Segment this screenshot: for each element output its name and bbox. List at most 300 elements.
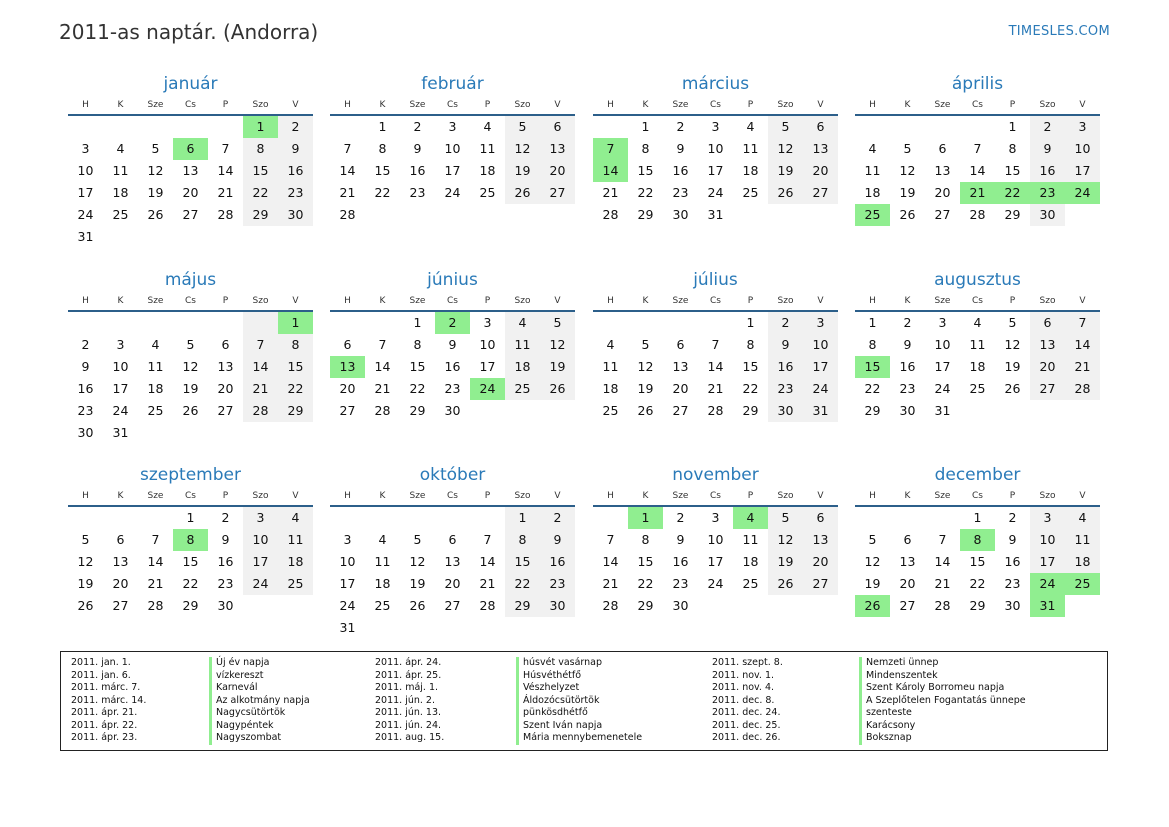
day-cell: 19 <box>637 381 654 396</box>
weekday-label: H <box>82 296 89 306</box>
month-január <box>68 73 313 248</box>
day-cell: 30 <box>278 204 313 226</box>
day-cell: 17 <box>1030 551 1065 573</box>
day-cell: 10 <box>339 554 356 569</box>
day-cell: 19 <box>77 576 94 591</box>
day-cell: 17 <box>444 163 461 178</box>
day-cell: 24 <box>112 403 129 418</box>
legend-date: 2011. ápr. 25. <box>375 669 442 681</box>
day-cell: 18 <box>278 551 313 573</box>
legend-date: 2011. ápr. 22. <box>71 719 138 731</box>
day-cell: 25 <box>479 185 496 200</box>
weekday-label: Cs <box>185 100 196 110</box>
day-cell: 21 <box>147 576 164 591</box>
day-cell: 16 <box>672 163 689 178</box>
legend-holiday-name: húsvét vasárnap <box>516 657 642 670</box>
legend-date: 2011. máj. 1. <box>375 682 439 693</box>
day-cell: 12 <box>147 163 164 178</box>
weekday-label: P <box>1009 100 1016 110</box>
legend-holiday-name: szenteste <box>859 707 1026 720</box>
holiday-day-cell: 2 <box>435 312 470 334</box>
day-cell: 17 <box>479 359 496 374</box>
weekday-label: H <box>869 491 876 501</box>
empty-cell <box>593 312 628 334</box>
day-cell: 17 <box>707 163 724 178</box>
weekday-label: P <box>222 491 229 501</box>
day-cell: 10 <box>934 337 951 352</box>
legend-holiday-name: Nagypéntek <box>209 720 310 733</box>
day-cell: 4 <box>606 337 615 352</box>
weekday-label: P <box>484 100 491 110</box>
day-cell: 2 <box>278 116 313 138</box>
day-cell: 7 <box>711 337 720 352</box>
day-cell: 2 <box>768 312 803 334</box>
day-cell: 5 <box>186 337 195 352</box>
day-cell: 20 <box>672 381 689 396</box>
day-cell: 22 <box>182 576 199 591</box>
holiday-day-cell: 7 <box>593 138 628 160</box>
day-cell: 12 <box>864 554 881 569</box>
day-cell: 16 <box>1030 160 1065 182</box>
day-cell: 17 <box>112 381 129 396</box>
day-cell: 17 <box>243 551 278 573</box>
day-cell: 7 <box>378 337 387 352</box>
day-cell: 10 <box>1065 138 1100 160</box>
legend-date: 2011. jún. 13. <box>375 707 442 718</box>
weekday-label: V <box>292 491 299 501</box>
day-cell: 13 <box>899 554 916 569</box>
day-cell: 15 <box>1004 163 1021 178</box>
weekday-label: H <box>869 296 876 306</box>
day-cell: 26 <box>77 598 94 613</box>
day-cell: 17 <box>803 356 838 378</box>
weekday-label: Cs <box>185 296 196 306</box>
empty-cell <box>243 312 278 334</box>
day-cell: 17 <box>934 359 951 374</box>
day-cell: 15 <box>278 356 313 378</box>
day-cell: 30 <box>444 403 461 418</box>
day-cell: 16 <box>278 160 313 182</box>
day-cell: 4 <box>868 141 877 156</box>
day-cell: 15 <box>505 551 540 573</box>
legend-date: 2011. ápr. 21. <box>71 707 138 718</box>
day-cell: 22 <box>409 381 426 396</box>
day-cell: 17 <box>77 185 94 200</box>
legend-holiday-name: Nemzeti ünnep <box>859 657 1026 670</box>
weekday-label: H <box>344 100 351 110</box>
day-cell: 29 <box>505 595 540 617</box>
day-cell: 24 <box>707 576 724 591</box>
weekday-label: K <box>904 100 911 110</box>
day-cell: 14 <box>707 359 724 374</box>
day-cell: 1 <box>1008 119 1017 134</box>
month-július <box>593 269 838 422</box>
day-cell: 27 <box>112 598 129 613</box>
day-cell: 6 <box>903 532 912 547</box>
day-grid <box>68 507 313 617</box>
day-cell: 26 <box>768 182 803 204</box>
weekday-header <box>330 98 575 116</box>
empty-cell <box>925 116 960 138</box>
day-cell: 20 <box>444 576 461 591</box>
day-cell: 10 <box>803 334 838 356</box>
weekday-label: K <box>117 296 124 306</box>
weekday-label: K <box>904 296 911 306</box>
day-cell: 12 <box>1004 337 1021 352</box>
day-cell: 20 <box>934 185 951 200</box>
weekday-label: Szo <box>514 491 531 501</box>
weekday-label: P <box>484 491 491 501</box>
day-grid <box>593 507 838 617</box>
day-cell: 24 <box>77 207 94 222</box>
day-cell: 14 <box>479 554 496 569</box>
day-cell: 19 <box>147 185 164 200</box>
day-cell: 29 <box>278 400 313 422</box>
weekday-label: Sze <box>409 491 426 501</box>
month-name: január <box>163 74 218 94</box>
day-cell: 30 <box>768 400 803 422</box>
weekday-label: P <box>747 296 754 306</box>
day-cell: 23 <box>278 182 313 204</box>
day-cell: 11 <box>278 529 313 551</box>
day-grid <box>855 507 1100 617</box>
day-cell: 5 <box>1008 315 1017 330</box>
month-szeptember <box>68 464 313 617</box>
day-cell: 21 <box>479 576 496 591</box>
day-cell: 7 <box>606 532 615 547</box>
day-cell: 25 <box>602 403 619 418</box>
day-cell: 1 <box>186 510 195 525</box>
day-cell: 19 <box>409 576 426 591</box>
weekday-label: Sze <box>934 491 951 501</box>
day-cell: 25 <box>147 403 164 418</box>
day-cell: 31 <box>707 207 724 222</box>
weekday-label: Sze <box>672 100 689 110</box>
day-cell: 27 <box>339 403 356 418</box>
holiday-day-cell: 25 <box>1065 573 1100 595</box>
day-cell: 3 <box>483 315 492 330</box>
day-cell: 11 <box>969 337 986 352</box>
weekday-label: K <box>642 296 649 306</box>
day-cell: 14 <box>147 554 164 569</box>
weekday-header <box>330 294 575 312</box>
month-október <box>330 464 575 639</box>
weekday-label: V <box>1079 491 1086 501</box>
day-cell: 10 <box>707 532 724 547</box>
day-cell: 16 <box>899 359 916 374</box>
day-cell: 21 <box>1065 356 1100 378</box>
day-cell: 20 <box>182 185 199 200</box>
weekday-label: H <box>82 100 89 110</box>
day-cell: 18 <box>479 163 496 178</box>
legend-holiday-name: vízkereszt <box>209 670 310 683</box>
day-cell: 27 <box>444 598 461 613</box>
page-title: 2011-as naptár. (Andorra) <box>59 20 319 44</box>
day-cell: 18 <box>147 381 164 396</box>
weekday-label: Cs <box>710 100 721 110</box>
day-cell: 2 <box>81 337 90 352</box>
day-cell: 7 <box>973 141 982 156</box>
day-cell: 10 <box>112 359 129 374</box>
day-cell: 4 <box>116 141 125 156</box>
legend-date: 2011. aug. 15. <box>375 732 445 743</box>
day-cell: 14 <box>243 356 278 378</box>
day-cell: 22 <box>637 576 654 591</box>
day-cell: 13 <box>1030 334 1065 356</box>
day-cell: 28 <box>969 207 986 222</box>
day-cell: 28 <box>339 207 356 222</box>
day-cell: 2 <box>676 510 685 525</box>
day-cell: 11 <box>374 554 391 569</box>
weekday-label: Sze <box>672 296 689 306</box>
day-cell: 18 <box>969 359 986 374</box>
day-cell: 23 <box>768 378 803 400</box>
day-cell: 8 <box>641 532 650 547</box>
empty-cell <box>208 312 243 334</box>
legend-holiday-name: pünkösdhétfő <box>516 707 642 720</box>
day-cell: 31 <box>112 425 129 440</box>
day-cell: 29 <box>182 598 199 613</box>
day-cell: 30 <box>540 595 575 617</box>
day-cell: 13 <box>540 138 575 160</box>
day-cell: 8 <box>278 334 313 356</box>
day-cell: 5 <box>505 116 540 138</box>
day-cell: 16 <box>768 356 803 378</box>
day-cell: 6 <box>221 337 230 352</box>
day-cell: 15 <box>374 163 391 178</box>
weekday-label: Cs <box>447 100 458 110</box>
legend-names-column <box>516 657 642 745</box>
legend-holiday-name: Az alkotmány napja <box>209 695 310 708</box>
day-cell: 26 <box>409 598 426 613</box>
day-cell: 31 <box>934 403 951 418</box>
empty-cell <box>593 116 628 138</box>
month-name: augusztus <box>934 270 1021 290</box>
day-cell: 30 <box>672 598 689 613</box>
weekday-label: K <box>379 296 386 306</box>
day-cell: 13 <box>112 554 129 569</box>
day-cell: 20 <box>217 381 234 396</box>
holiday-day-cell: 1 <box>278 312 313 334</box>
day-cell: 22 <box>505 573 540 595</box>
legend-holiday-name: Mindenszentek <box>859 670 1026 683</box>
day-cell: 2 <box>1008 510 1017 525</box>
day-cell: 6 <box>343 337 352 352</box>
day-cell: 29 <box>243 204 278 226</box>
empty-cell <box>925 507 960 529</box>
day-cell: 13 <box>182 163 199 178</box>
day-cell: 26 <box>768 573 803 595</box>
day-cell: 29 <box>1004 207 1021 222</box>
day-cell: 29 <box>409 403 426 418</box>
day-cell: 15 <box>243 160 278 182</box>
legend-date: 2011. márc. 14. <box>71 694 147 706</box>
day-cell: 7 <box>343 141 352 156</box>
day-cell: 2 <box>540 507 575 529</box>
day-cell: 28 <box>217 207 234 222</box>
holiday-legend <box>60 651 1108 751</box>
day-cell: 28 <box>243 400 278 422</box>
legend-date: 2011. szept. 8. <box>712 657 783 668</box>
weekday-label: K <box>117 100 124 110</box>
weekday-label: P <box>1009 296 1016 306</box>
day-cell: 11 <box>602 359 619 374</box>
month-name: március <box>681 74 750 94</box>
day-cell: 12 <box>505 138 540 160</box>
day-cell: 22 <box>742 381 759 396</box>
weekday-label: H <box>607 296 614 306</box>
legend-holiday-name: Nagycsütörtök <box>209 707 310 720</box>
weekday-label: Sze <box>934 100 951 110</box>
day-cell: 16 <box>77 381 94 396</box>
weekday-label: Szo <box>252 296 269 306</box>
weekday-header <box>593 294 838 312</box>
holiday-day-cell: 13 <box>330 356 365 378</box>
holiday-day-cell: 21 <box>960 182 995 204</box>
day-cell: 7 <box>221 141 230 156</box>
day-cell: 9 <box>413 141 422 156</box>
day-cell: 22 <box>374 185 391 200</box>
day-cell: 3 <box>1065 116 1100 138</box>
month-name: október <box>419 465 486 485</box>
weekday-label: Sze <box>147 296 164 306</box>
day-cell: 30 <box>1030 204 1065 226</box>
day-cell: 5 <box>768 507 803 529</box>
day-cell: 8 <box>868 337 877 352</box>
day-cell: 15 <box>742 359 759 374</box>
month-name: június <box>427 270 478 290</box>
day-cell: 22 <box>864 381 881 396</box>
day-cell: 30 <box>899 403 916 418</box>
day-cell: 19 <box>864 576 881 591</box>
legend-names-column <box>859 657 1026 745</box>
weekday-label: P <box>747 100 754 110</box>
empty-cell <box>68 312 103 334</box>
weekday-label: V <box>554 491 561 501</box>
day-cell: 10 <box>707 141 724 156</box>
day-cell: 21 <box>602 185 619 200</box>
day-cell: 7 <box>483 532 492 547</box>
empty-cell <box>435 507 470 529</box>
day-cell: 27 <box>672 403 689 418</box>
day-cell: 10 <box>243 529 278 551</box>
day-cell: 18 <box>742 554 759 569</box>
empty-cell <box>330 507 365 529</box>
weekday-label: P <box>1009 491 1016 501</box>
day-cell: 7 <box>243 334 278 356</box>
day-cell: 14 <box>374 359 391 374</box>
day-grid <box>855 312 1100 422</box>
legend-date: 2011. nov. 4. <box>712 682 775 693</box>
day-cell: 23 <box>1004 576 1021 591</box>
month-február <box>330 73 575 226</box>
day-cell: 4 <box>278 507 313 529</box>
day-cell: 8 <box>1008 141 1017 156</box>
legend-holiday-name: Új év napja <box>209 657 310 670</box>
day-cell: 8 <box>641 141 650 156</box>
day-cell: 26 <box>637 403 654 418</box>
month-name: április <box>951 74 1004 94</box>
day-cell: 12 <box>768 138 803 160</box>
day-cell: 17 <box>707 554 724 569</box>
day-cell: 13 <box>803 138 838 160</box>
day-cell: 16 <box>672 554 689 569</box>
weekday-label: K <box>904 491 911 501</box>
holiday-day-cell: 24 <box>470 378 505 400</box>
day-cell: 2 <box>676 119 685 134</box>
day-cell: 1 <box>746 315 755 330</box>
weekday-label: Cs <box>710 296 721 306</box>
weekday-label: Szo <box>1039 100 1056 110</box>
weekday-label: Sze <box>672 491 689 501</box>
day-cell: 10 <box>444 141 461 156</box>
day-cell: 25 <box>505 378 540 400</box>
legend-date: 2011. dec. 25. <box>712 719 781 731</box>
day-grid <box>330 507 575 639</box>
legend-date: 2011. jún. 2. <box>375 694 436 706</box>
day-cell: 31 <box>77 229 94 244</box>
legend-date: 2011. dec. 24. <box>712 707 781 718</box>
legend-holiday-name: Szent Iván napja <box>516 720 642 733</box>
weekday-label: Szo <box>1039 296 1056 306</box>
day-cell: 3 <box>711 119 720 134</box>
day-cell: 6 <box>803 116 838 138</box>
day-cell: 29 <box>969 598 986 613</box>
legend-date: 2011. jún. 24. <box>375 719 442 731</box>
day-cell: 3 <box>938 315 947 330</box>
day-cell: 23 <box>672 185 689 200</box>
day-cell: 16 <box>1004 554 1021 569</box>
month-name: november <box>672 465 759 485</box>
weekday-label: P <box>747 491 754 501</box>
day-cell: 23 <box>540 573 575 595</box>
day-cell: 17 <box>1065 160 1100 182</box>
day-cell: 18 <box>602 381 619 396</box>
site-link[interactable]: TIMESLES.COM <box>1008 24 1110 39</box>
day-cell: 21 <box>934 576 951 591</box>
day-cell: 18 <box>112 185 129 200</box>
month-augusztus <box>855 269 1100 422</box>
weekday-header <box>68 489 313 507</box>
day-cell: 2 <box>413 119 422 134</box>
day-cell: 21 <box>217 185 234 200</box>
month-name: július <box>693 270 738 290</box>
weekday-label: V <box>817 296 824 306</box>
legend-holiday-name: Nagyszombat <box>209 732 310 745</box>
day-cell: 7 <box>151 532 160 547</box>
day-cell: 24 <box>444 185 461 200</box>
weekday-label: K <box>379 100 386 110</box>
weekday-label: Szo <box>777 100 794 110</box>
day-cell: 18 <box>1065 551 1100 573</box>
day-cell: 10 <box>77 163 94 178</box>
day-cell: 29 <box>637 598 654 613</box>
day-cell: 8 <box>746 337 755 352</box>
day-grid <box>68 116 313 248</box>
empty-cell <box>68 507 103 529</box>
legend-holiday-name: Boksznap <box>859 732 1026 745</box>
month-december <box>855 464 1100 617</box>
day-cell: 6 <box>938 141 947 156</box>
day-cell: 31 <box>339 620 356 635</box>
weekday-label: Szo <box>514 296 531 306</box>
day-cell: 13 <box>934 163 951 178</box>
day-cell: 16 <box>217 554 234 569</box>
day-cell: 20 <box>1030 356 1065 378</box>
day-cell: 10 <box>1030 529 1065 551</box>
legend-dates-column <box>71 657 146 745</box>
holiday-day-cell: 25 <box>855 204 890 226</box>
